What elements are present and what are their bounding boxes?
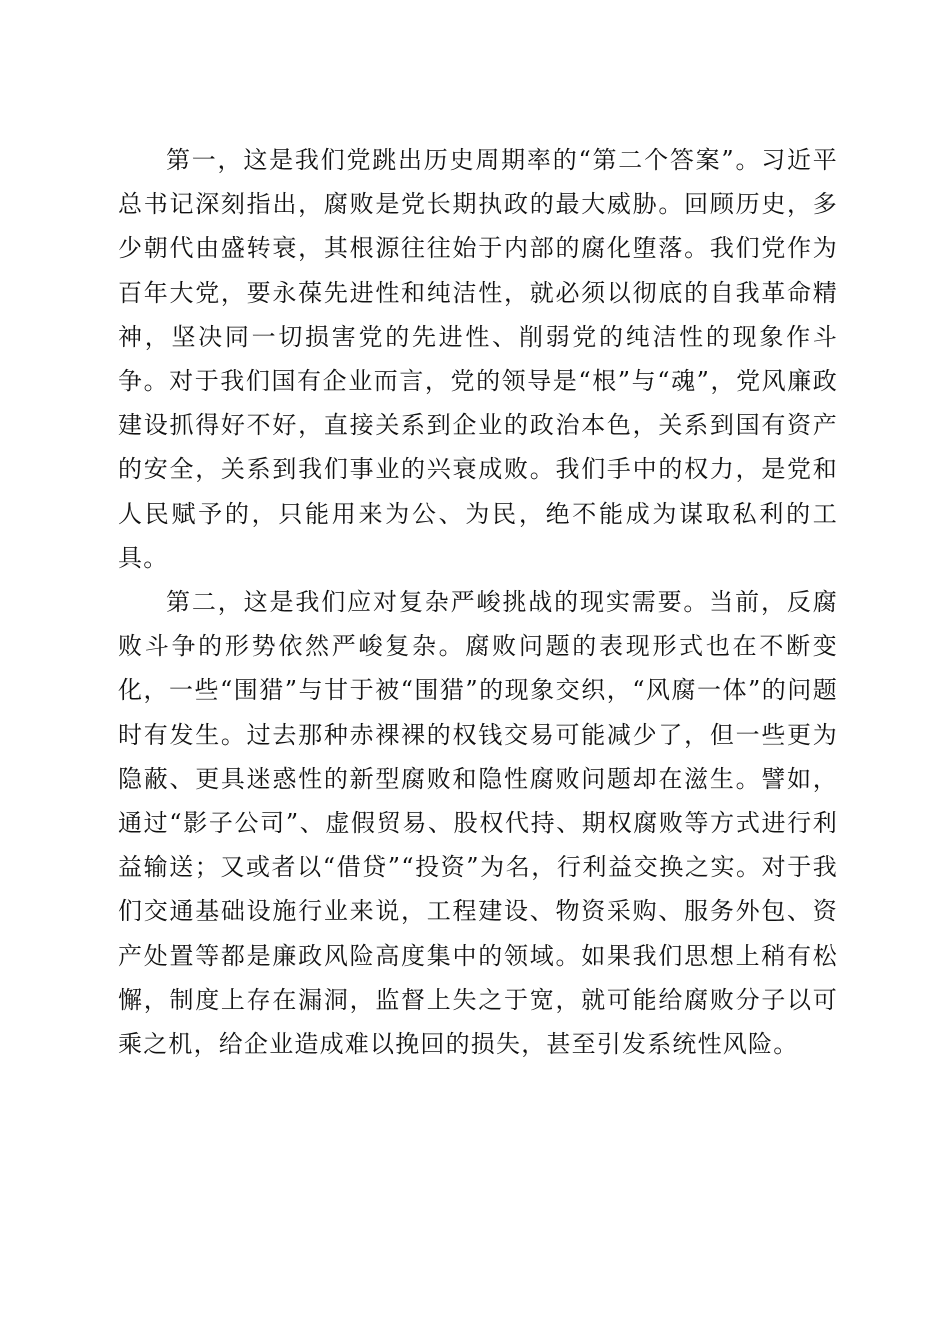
paragraph-second-point: 第二，这是我们应对复杂严峻挑战的现实需要。当前，反腐败斗争的形势依然严峻复杂。腐败问题的表现形式也在不断变化，一些“围猎”与甘于被“围猎”的现象交织，“风腐一体”的问题时有发生。过去那种赤裸裸的权钱交易可能减少了，但一些更为隐蔽、更具迷惑性的新型腐败和隐性腐败问题却在滋生。譬如，通过“影子公司”、虚假贸易、股权代持、期权腐败等方式进行利益输送；又或者以“借贷”“投资”为名，行利益交换之实。对于我们交通基础设施行业来说，工程建设、物资采购、服务外包、资产处置等都是廉政风险高度集中的领域。如果我们思想上稍有松懈，制度上存在漏洞，监督上失之于宽，就可能给腐败分子以可乘之机，给企业造成难以挽回的损失，甚至引发系统性风险。 [118,588,838,1059]
document-body [118,138,838,1066]
paragraph-first-point: 第一，这是我们党跳出历史周期率的“第二个答案”。习近平总书记深刻指出，腐败是党长期执政的最大威胁。回顾历史，多少朝代由盛转衰，其根源往往始于内部的腐化堕落。我们党作为百年大党，要永葆先进性和纯洁性，就必须以彻底的自我革命精神，坚决同一切损害党的先进性、削弱党的纯洁性的现象作斗争。对于我们国有企业而言，党的领导是“根”与“魂”，党风廉政建设抓得好不好，直接关系到企业的政治本色，关系到国有资产的安全，关系到我们事业的兴衰成败。我们手中的权力，是党和人民赋予的，只能用来为公、为民，绝不能成为谋取私利的工具。 [118,146,838,572]
